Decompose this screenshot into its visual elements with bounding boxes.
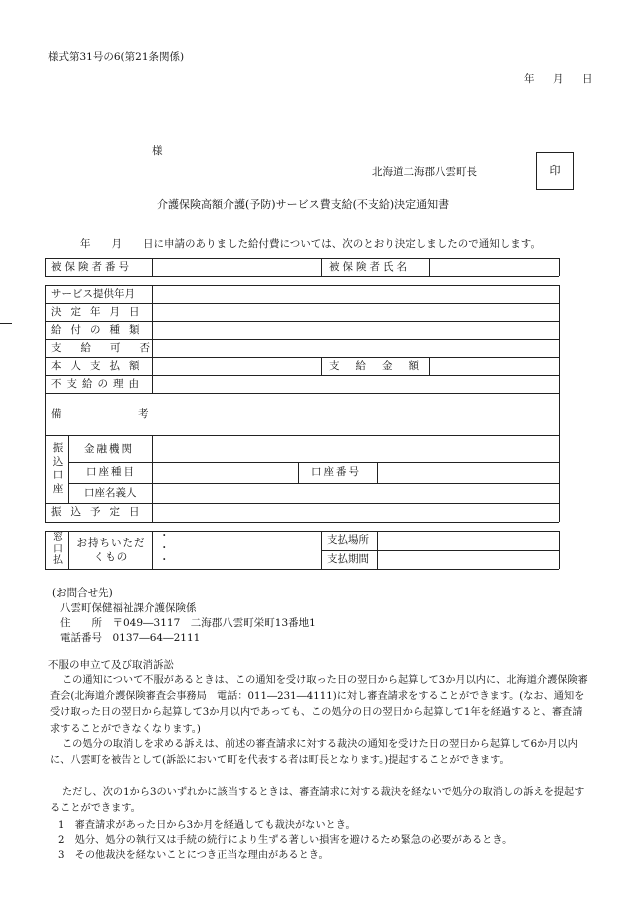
window-payment-group-label: 窓口払 (53, 532, 63, 566)
remarks-label-left: 備 (51, 408, 62, 420)
appeal-heading: 不服の申立て及び取消訴訟 (48, 659, 174, 671)
benefit-type-field[interactable] (153, 322, 558, 339)
approval-field[interactable] (153, 340, 558, 357)
nonpayment-reason-label: 不支給の理由 (51, 378, 144, 390)
benefit-type-label: 給付の種類 (51, 324, 149, 336)
self-payment-field[interactable] (153, 358, 320, 375)
bring-items-bullet-1: ・ (159, 530, 170, 542)
pay-period-label: 支払期間 (327, 553, 369, 565)
contact-phone: 電話番号 0137―64―2111 (60, 632, 201, 644)
bank-field[interactable] (153, 436, 558, 462)
insured-name-label: 被保険者氏名 (329, 261, 410, 273)
payment-amount-label: 支給金額 (329, 360, 435, 372)
insured-name-field[interactable] (430, 259, 558, 276)
document-title: 介護保険高額介護(予防)サービス費支給(不支給)決定通知書 (157, 198, 450, 211)
account-type-field[interactable] (153, 463, 297, 483)
appeal-item-3: 3 その他裁決を経ないことにつき正当な理由があるとき。 (58, 850, 329, 861)
account-number-label: 口座番号 (311, 466, 361, 478)
account-number-field[interactable] (378, 463, 558, 483)
remarks-label-right: 考 (138, 408, 149, 420)
contact-heading: (お問合せ先) (52, 587, 113, 599)
intro-text: 年 月 日に申請のありました給付費については、次のとおり決定しましたので通知します。 (80, 238, 541, 250)
issuer-name: 北海道二海郡八雲町長 (372, 166, 477, 178)
approval-label: 支給可否 (51, 342, 169, 354)
form-number: 様式第31号の6(第21条関係) (48, 51, 185, 63)
appeal-item-2: 2 処分、処分の執行又は手続の続行により生ずる著しい損害を避けるため緊急の必要があるとき。 (58, 835, 513, 846)
bank-label: 金融機関 (84, 443, 134, 455)
transfer-date-field[interactable] (153, 504, 558, 522)
service-month-label: サービス提供年月 (51, 288, 135, 300)
self-payment-label: 本人支払額 (51, 360, 149, 372)
date-line: 年 月 日 (524, 73, 597, 85)
appeal-paragraph-2: この処分の取消しを求める訴えは、前述の審査請求に対する裁決の通知を受けた日の翌日から起算して6か月以内に、八雲町を被告として(訴訟において町を代表する者は町長となります。)提起することができます。 (50, 739, 578, 767)
appeal-paragraph-3: ただし、次の1から3のいずれかに該当するときは、審査請求に対する裁決を経ないで処分の取消しの訴えを提起することができます。 (50, 787, 585, 815)
seal-label: 印 (549, 164, 561, 177)
seal-box (536, 152, 574, 190)
service-month-field[interactable] (153, 286, 558, 303)
addressee-suffix: 様 (152, 145, 163, 157)
bring-items-bullet-2: ・ (159, 542, 170, 554)
remarks-field[interactable] (153, 394, 558, 435)
appeal-paragraph-1: この通知について不服があるときは、この通知を受け取った日の翌日から起算して3か月以内に、北海道介護保険審査会(北海道介護保険審査会事務局 電話：011―231―4111)に対し審査請求をすることができます。(なお、通知を受け取った日の翌日から起算して3か月以内であっても、この処分の日の翌日から起算して1年を経過すると、審査請求することができなくなります。) (50, 675, 588, 735)
pay-place-field[interactable] (378, 532, 558, 550)
bring-items-bullet-3: ・ (159, 554, 170, 566)
account-holder-label: 口座名義人 (84, 487, 137, 499)
decision-date-label: 決定年月日 (51, 306, 149, 318)
pay-period-field[interactable] (378, 551, 558, 569)
nonpayment-reason-field[interactable] (153, 376, 558, 393)
contact-address: 住 所 〒049―3117 二海郡八雲町栄町13番地1 (60, 617, 316, 629)
insured-number-field[interactable] (153, 259, 320, 276)
account-type-label: 口座種目 (86, 466, 136, 478)
bring-items-label: お持ちいただくもの (76, 537, 146, 563)
insured-number-label: 被保険者番号 (51, 261, 132, 273)
decision-date-field[interactable] (153, 304, 558, 321)
margin-mark (0, 323, 12, 324)
appeal-item-1: 1 審査請求があった日から3か月を経過しても裁決がないとき。 (58, 820, 356, 831)
account-holder-field[interactable] (153, 484, 558, 503)
payment-amount-field[interactable] (430, 358, 558, 375)
transfer-date-label: 振込予定日 (51, 506, 149, 518)
pay-place-label: 支払場所 (327, 534, 369, 546)
contact-office: 八雲町保健福祉課介護保険係 (60, 602, 197, 614)
transfer-account-group-label: 振込口座 (52, 442, 64, 495)
